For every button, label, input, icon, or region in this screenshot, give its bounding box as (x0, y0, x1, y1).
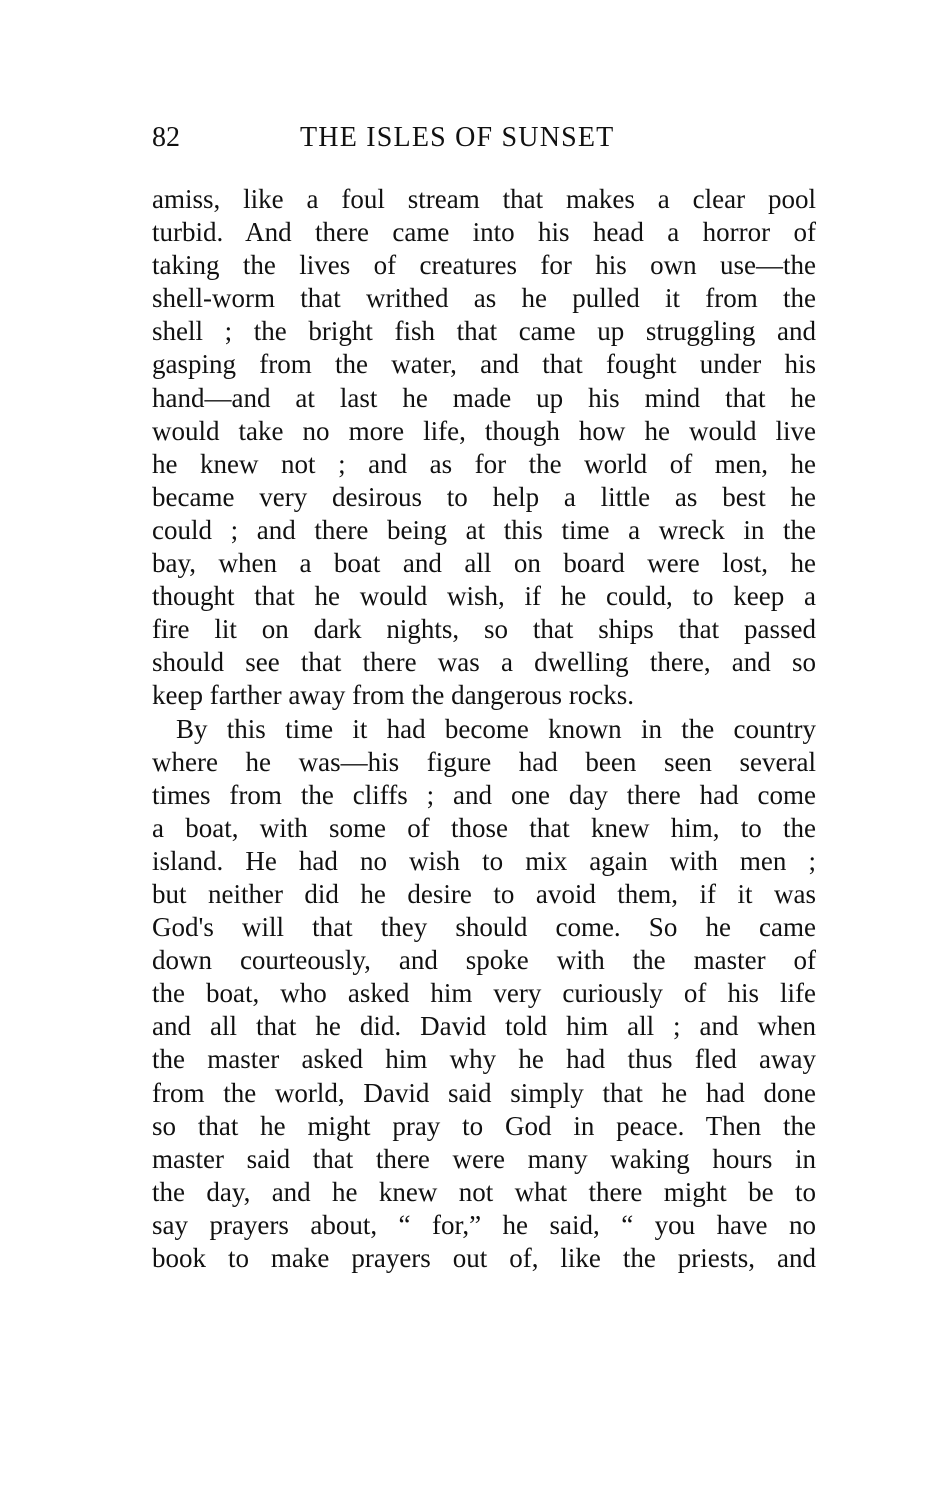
text-line: from the world, David said simply that he had done (152, 1077, 816, 1108)
text-line: could ; and there being at this time a wreck in the (152, 514, 816, 545)
text-line: book to make prayers out of, like the priests, and (152, 1243, 816, 1273)
text-line: thought that he would wish, if he could, to keep a (152, 581, 816, 612)
text-line: say prayers about, “ for,” he said, “ you have no (152, 1209, 816, 1240)
text-line: times from the cliffs ; and one day there had come (152, 779, 816, 810)
text-line: gasping from the water, and that fought under his (152, 349, 816, 380)
text-line: he knew not ; and as for the world of men, he (152, 448, 816, 479)
text-line: island. He had no wish to mix again with men ; (152, 845, 816, 876)
paragraph-1 (152, 183, 816, 713)
text-line: the day, and he knew not what there might be to (152, 1176, 816, 1207)
text-line: became very desirous to help a little as best he (152, 481, 816, 512)
body-text (152, 183, 816, 1275)
text-line: God's will that they should come. So he came (152, 912, 816, 943)
text-line: amiss, like a foul stream that makes a clear pool (152, 184, 816, 214)
running-title: THE ISLES OF SUNSET (300, 122, 615, 153)
text-line: should see that there was a dwelling there, and so (152, 647, 816, 678)
page-number: 82 (152, 122, 180, 153)
paragraph-2 (152, 713, 816, 1276)
text-line: the master asked him why he had thus fled away (152, 1044, 816, 1075)
text-line: shell-worm that writhed as he pulled it from the (152, 283, 816, 314)
text-line: fire lit on dark nights, so that ships that passed (152, 614, 816, 645)
text-line: so that he might pray to God in peace. Then the (152, 1110, 816, 1141)
text-line: where he was—his figure had been seen several (152, 746, 816, 777)
text-line: but neither did he desire to avoid them, if it was (152, 878, 816, 909)
running-head (152, 118, 672, 158)
text-line: By this time it had become known in the country (176, 713, 816, 744)
text-line: and all that he did. David told him all ; and when (152, 1011, 816, 1042)
text-line: would take no more life, though how he would live (152, 415, 816, 446)
text-line: a boat, with some of those that knew him, to the (152, 812, 816, 843)
text-line: turbid. And there came into his head a horror of (152, 217, 816, 248)
text-line: down courteously, and spoke with the master of (152, 945, 816, 976)
text-line: keep farther away from the dangerous rocks. (152, 680, 635, 711)
text-line: hand—and at last he made up his mind that he (152, 382, 816, 413)
text-line: bay, when a boat and all on board were lost, he (152, 548, 816, 579)
text-line: shell ; the bright fish that came up struggling and (152, 316, 816, 347)
text-line: taking the lives of creatures for his own use—the (152, 250, 816, 281)
text-line: master said that there were many waking hours in (152, 1143, 816, 1174)
text-line: the boat, who asked him very curiously of his life (152, 978, 816, 1009)
